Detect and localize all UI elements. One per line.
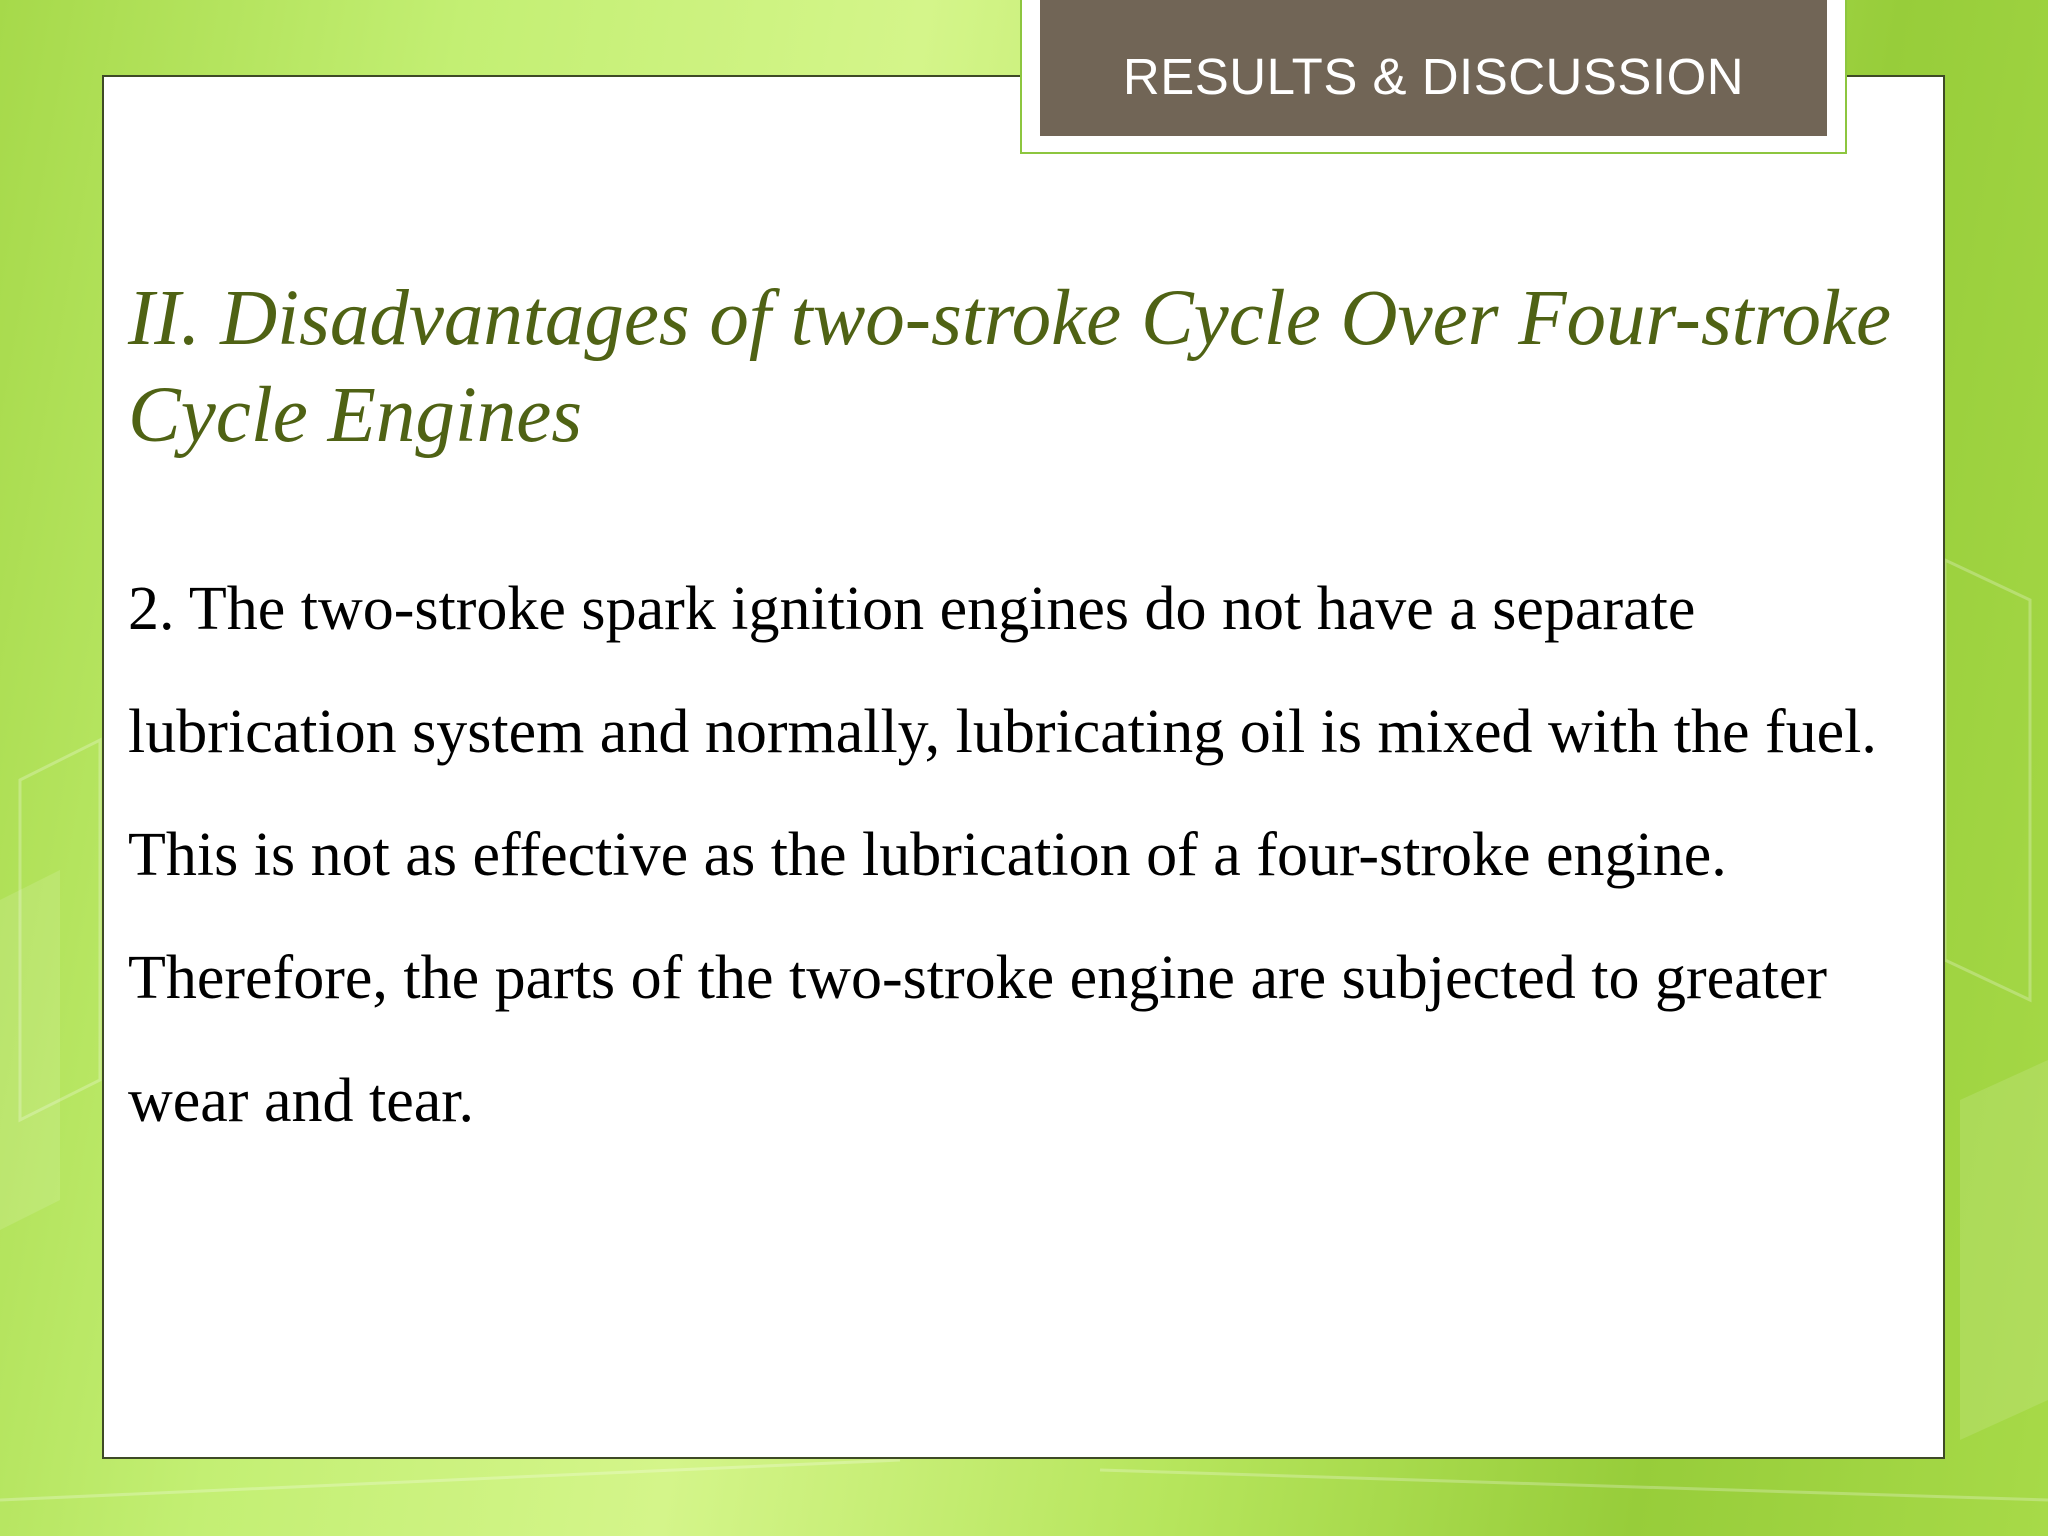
background-line xyxy=(0,1460,900,1500)
background-panel-shape-right xyxy=(1960,1060,2048,1440)
background-hexagon-shape-right xyxy=(1945,560,2030,1000)
background-line xyxy=(1100,1470,2048,1500)
section-tab xyxy=(1040,0,1827,136)
slide-heading: II. Disadvantages of two-stroke Cycle Over Four-stroke Cycle Engines xyxy=(128,275,1892,459)
slide-body-text: 2. The two-stroke spark ignition engines do not have a separate lubrication system and normally, lubricating oil is mixed with the fuel. This is not as effective as the lubrication of a four-stroke engine. Therefore, the parts of the two-stroke engine are subjected to greater wear and tear. xyxy=(128,575,1877,1135)
section-tab-label: RESULTS & DISCUSSION xyxy=(1122,47,1745,105)
background-panel-shape xyxy=(0,870,60,1230)
